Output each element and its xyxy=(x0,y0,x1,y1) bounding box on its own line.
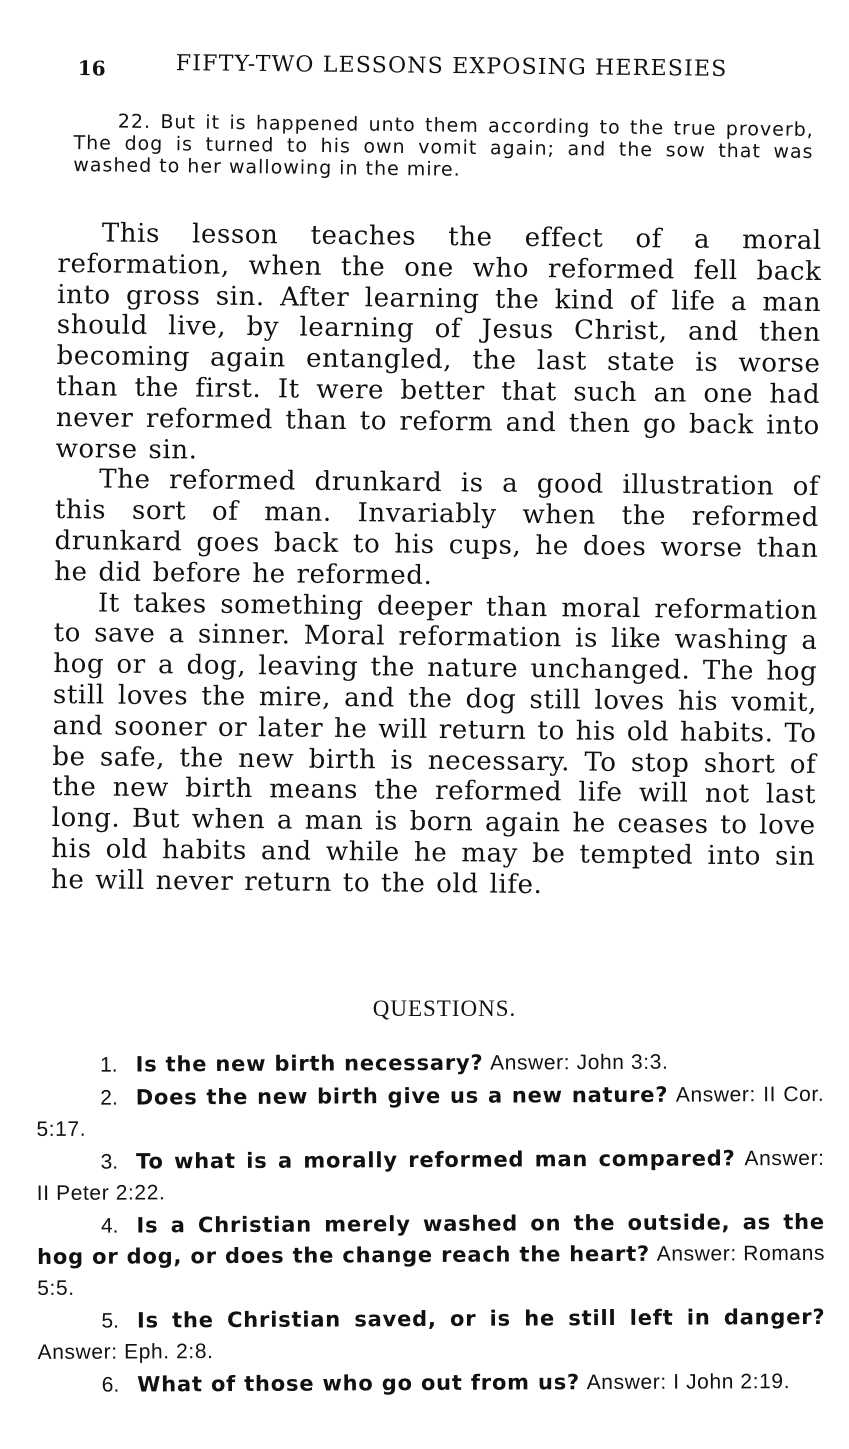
question-item xyxy=(37,1207,825,1304)
questions-heading: QUESTIONS. xyxy=(372,996,517,1021)
question-number: 3. xyxy=(100,1150,119,1174)
body-paragraph: This lesson teaches the effect of a moral reformation, when the one who reformed fell back into gross sin. After learning the kind of life a man should live, by learning of Jesus Christ, and then becoming again entangled, the last state is worse than the first. It were better that such an one had never reformed than to reform and then go back into worse sin. xyxy=(55,218,822,466)
body-paragraph: It takes something deeper than moral reformation to save a sinner. Moral reformation is like washing a hog or a dog, leaving the nature unchanged. The hog still loves the mire, and the dog still loves his vomit, and sooner or later he will return to his old habits. To be safe, the new birth is necessary. To stop short of the new birth means the reformed life will not last long. But when a man is born again he ceases to love his old habits and while he may be tempted into sin he will never return to the old life. xyxy=(50,588,819,900)
question-answer: Answer: John 3:3. xyxy=(490,1050,669,1075)
question-item xyxy=(36,1046,824,1081)
running-head: FIFTY-TWO LESSONS EXPOSING HERESIES xyxy=(175,51,728,82)
page-header xyxy=(72,48,812,96)
question-number: 2. xyxy=(100,1086,118,1110)
question-item xyxy=(37,1143,825,1209)
scripture-verse: 22. But it is happened unto them according to the true proverb, The dog is turned to his own vomit again; and the sow that was washed to her wallowing in the mire. xyxy=(73,110,814,181)
question-text: Is the new birth necessary? xyxy=(135,1050,484,1077)
question-number: 5. xyxy=(101,1309,119,1333)
question-answer: Answer: II Cor. 5:17. xyxy=(36,1082,825,1141)
question-number: 4. xyxy=(100,1214,119,1238)
question-answer: Answer: Eph. 2:8. xyxy=(37,1340,214,1364)
question-answer: Answer: Romans 5:5. xyxy=(37,1241,826,1300)
question-item xyxy=(37,1302,825,1368)
question-text: Is a Christian merely washed on the outside, as the hog or dog, or does the change reach the heart? xyxy=(37,1209,825,1269)
lesson-body xyxy=(51,218,822,903)
question-text: To what is a morally reformed man compared? xyxy=(136,1146,736,1174)
question-item xyxy=(38,1366,826,1401)
question-answer: Answer: I John 2:19. xyxy=(586,1370,791,1395)
body-paragraph: The reformed drunkard is a good illustration of this sort of man. Invariably when the reformed drunkard goes back to his cups, he does worse than he did before he reformed. xyxy=(54,464,820,591)
question-number: 1. xyxy=(100,1053,118,1077)
question-answer: Answer: II Peter 2:22. xyxy=(36,1146,825,1205)
page-number: 16 xyxy=(77,56,106,81)
question-text: What of those who go out from us? xyxy=(137,1370,581,1397)
questions-list xyxy=(36,1046,826,1403)
question-text: Does the new birth give us a new nature? xyxy=(135,1082,669,1110)
question-item xyxy=(36,1079,824,1145)
question-text: Is the Christian saved, or is he still left in danger? xyxy=(136,1304,826,1333)
question-number: 6. xyxy=(101,1373,120,1397)
